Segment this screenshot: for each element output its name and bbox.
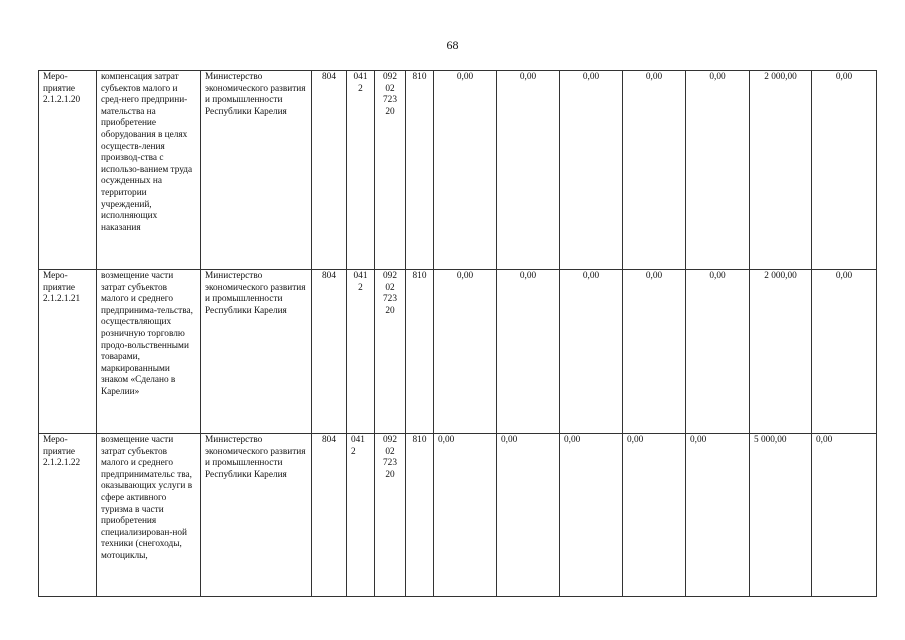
- amount-cell: 0,00: [812, 270, 877, 434]
- measure-cell: Меро- приятие 2.1.2.1.22: [39, 434, 97, 597]
- amount-cell: 2 000,00: [750, 71, 812, 270]
- rzpr-cell: 041 2: [347, 270, 375, 434]
- grbs-cell: 804: [312, 434, 347, 597]
- vr-cell: 810: [406, 71, 434, 270]
- amount-cell: 0,00: [623, 270, 686, 434]
- amount-cell: 0,00: [434, 434, 497, 597]
- table-row: [39, 71, 877, 270]
- amount-cell: 5 000,00: [750, 434, 812, 597]
- page-number: 68: [446, 38, 459, 52]
- amount-cell: 0,00: [812, 434, 877, 597]
- rzpr-cell: 041 2: [347, 434, 375, 597]
- amount-cell: 0,00: [560, 270, 623, 434]
- grbs-cell: 804: [312, 270, 347, 434]
- description-cell: компенсация затрат субъектов малого и сред-него предприни-мательства на приобретение оборудования в целях осуществ-ления производ-ства с использо-ванием труда осужденных на территории учреждений, исполняющих наказания: [97, 71, 201, 270]
- amount-cell: 0,00: [497, 434, 560, 597]
- measure-cell: Меро- приятие 2.1.2.1.21: [39, 270, 97, 434]
- amount-cell: 0,00: [623, 434, 686, 597]
- executor-cell: Министерство экономического развития и промышленности Республики Карелия: [201, 434, 312, 597]
- vr-cell: 810: [406, 270, 434, 434]
- csr-cell: 092 02 723 20: [375, 71, 406, 270]
- amount-cell: 0,00: [434, 270, 497, 434]
- amount-cell: 2 000,00: [750, 270, 812, 434]
- amount-cell: 0,00: [686, 270, 750, 434]
- amount-cell: 0,00: [686, 71, 750, 270]
- table-row: [39, 270, 877, 434]
- description-cell: возмещение части затрат субъектов малого и среднего предпринимательс тва, оказывающих услуги в сфере активного туризма в части приобретения специализирован-ной техники (снегоходы, мотоциклы,: [97, 434, 201, 597]
- csr-cell: 092 02 723 20: [375, 434, 406, 597]
- amount-cell: 0,00: [497, 71, 560, 270]
- amount-cell: 0,00: [812, 71, 877, 270]
- rzpr-cell: 041 2: [347, 71, 375, 270]
- vr-cell: 810: [406, 434, 434, 597]
- table-row: [39, 434, 877, 597]
- executor-cell: Министерство экономического развития и промышленности Республики Карелия: [201, 270, 312, 434]
- amount-cell: 0,00: [497, 270, 560, 434]
- measure-cell: Меро- приятие 2.1.2.1.20: [39, 71, 97, 270]
- amount-cell: 0,00: [560, 71, 623, 270]
- executor-cell: Министерство экономического развития и промышленности Республики Карелия: [201, 71, 312, 270]
- amount-cell: 0,00: [686, 434, 750, 597]
- description-cell: возмещение части затрат субъектов малого и среднего предпринима-тельства, осуществляющих розничную торговлю продо-вольственными товарами, маркированными знаком «Сделано в Карелии»: [97, 270, 201, 434]
- csr-cell: 092 02 723 20: [375, 270, 406, 434]
- budget-table: [38, 70, 877, 597]
- amount-cell: 0,00: [560, 434, 623, 597]
- amount-cell: 0,00: [434, 71, 497, 270]
- grbs-cell: 804: [312, 71, 347, 270]
- amount-cell: 0,00: [623, 71, 686, 270]
